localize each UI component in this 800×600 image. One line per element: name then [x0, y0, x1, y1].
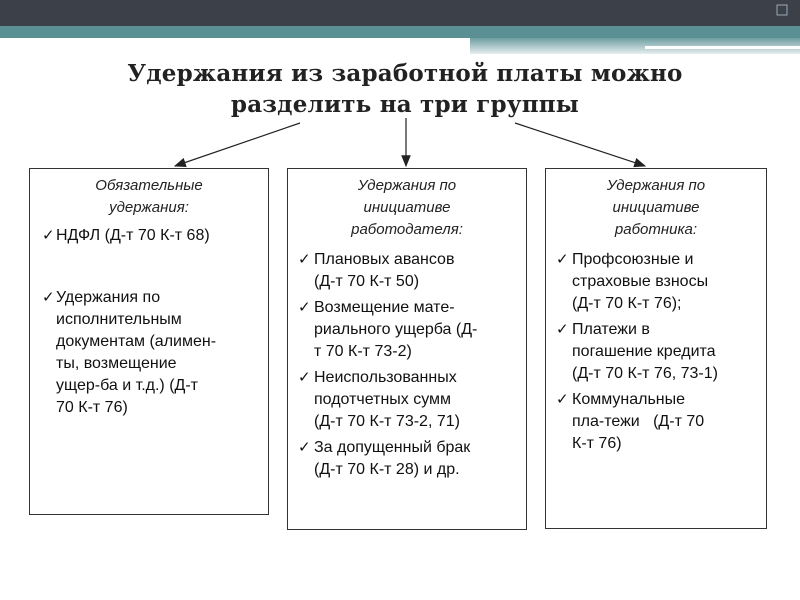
title-line-1: Удержания из заработной платы можно: [127, 60, 683, 87]
item-line: ущер-ба и т.д.) (Д-т: [56, 377, 199, 394]
group-box-employee: [545, 168, 767, 529]
item-line: Платежи в: [572, 321, 650, 338]
group-box-mandatory: [29, 168, 269, 515]
item-line: Возмещение мате-: [314, 299, 455, 316]
item-line: (Д-т 70 К-т 50): [314, 273, 420, 290]
group-header-line: инициативе: [612, 199, 700, 216]
title-line-2: разделить на три группы: [230, 91, 580, 118]
item-line: Удержания по: [56, 289, 161, 306]
item-line: (Д-т 70 К-т 73-2, 71): [314, 413, 460, 430]
group-header-line: работника:: [614, 221, 698, 238]
item-line: погашение кредита: [572, 343, 716, 360]
arrow-right: [515, 123, 645, 166]
list-item: [552, 249, 760, 315]
item-line: Неиспользованных: [314, 369, 457, 386]
group-header: [38, 175, 260, 219]
group-header: [294, 175, 520, 241]
group-header-line: Удержания по: [357, 177, 457, 194]
item-line: (Д-т 70 К-т 76);: [572, 295, 682, 312]
item-line: 70 К-т 76): [56, 399, 128, 416]
check-icon: ✓: [556, 251, 569, 268]
list-item: [294, 367, 520, 433]
item-line: (Д-т 70 К-т 76, 73-1): [572, 365, 718, 382]
check-icon: ✓: [298, 369, 311, 386]
list-item: [552, 319, 760, 385]
check-icon: ✓: [556, 321, 569, 338]
group-header: [552, 175, 760, 241]
group-header-line: инициативе: [363, 199, 451, 216]
item-line: пла-тежи (Д-т 70: [572, 413, 705, 430]
item-line: За допущенный брак: [314, 439, 471, 456]
list-item: [294, 297, 520, 363]
check-icon: ✓: [298, 439, 311, 456]
item-line: страховые взносы: [572, 273, 709, 290]
list-item: [294, 437, 520, 481]
list-item: [294, 249, 520, 293]
list-item: [38, 287, 260, 419]
item-line: (Д-т 70 К-т 28) и др.: [314, 461, 460, 478]
item-line: НДФЛ (Д-т 70 К-т 68): [56, 227, 210, 244]
item-line: Коммунальные: [572, 391, 686, 408]
list-item: [38, 225, 260, 247]
group-box-employer: [287, 168, 527, 530]
item-line: подотчетных сумм: [314, 391, 452, 408]
group-header-line: работодателя:: [351, 221, 463, 238]
item-line: риального ущерба (Д-: [314, 321, 478, 338]
item-line: т 70 К-т 73-2): [314, 343, 412, 360]
check-icon: ✓: [42, 227, 55, 244]
item-line: исполнительным: [56, 311, 182, 328]
check-icon: ✓: [556, 391, 569, 408]
item-line: ты, возмещение: [56, 355, 177, 372]
check-icon: ✓: [298, 299, 311, 316]
check-icon: ✓: [42, 289, 55, 306]
item-line: К-т 76): [572, 435, 622, 452]
group-header-line: Обязательные: [95, 177, 203, 194]
group-header-line: удержания:: [109, 199, 189, 216]
item-line: Плановых авансов: [314, 251, 455, 268]
item-line: документам (алимен-: [56, 333, 217, 350]
list-item: [552, 389, 760, 455]
check-icon: ✓: [298, 251, 311, 268]
arrow-left: [175, 123, 300, 166]
group-header-line: Удержания по: [606, 177, 706, 194]
item-line: Профсоюзные и: [572, 251, 694, 268]
